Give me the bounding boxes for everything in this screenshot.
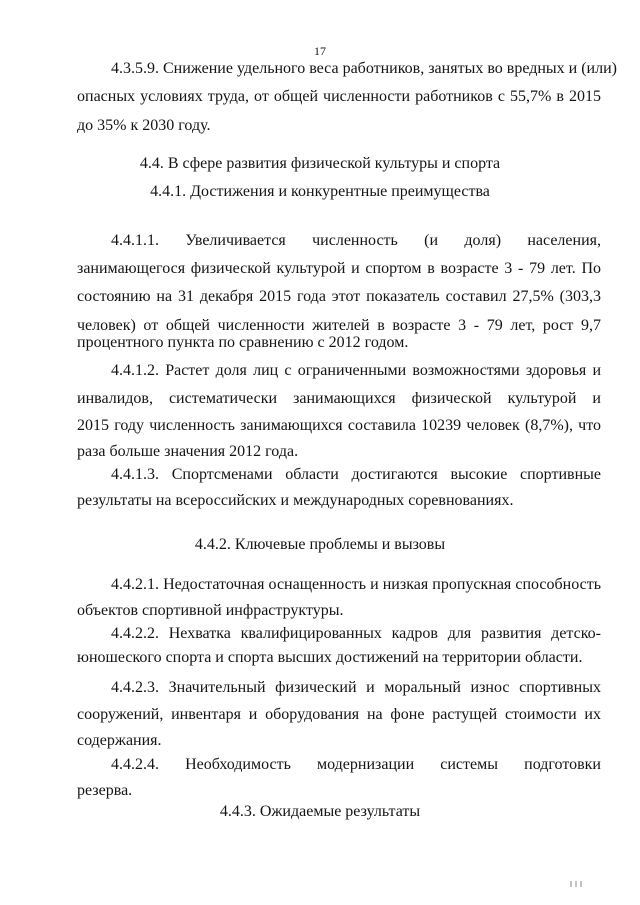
section-heading-4-4: 4.4. В сфере развития физической культуры и спорта [139, 155, 501, 172]
paragraph-4-4-1-1-line-2: занимающегося физической культурой и спортом в возрасте 3 - 79 лет. По [77, 260, 601, 277]
paragraph-4-4-2-3-line-2: сооружений, инвентаря и оборудования на фоне растущей стоимости их [77, 706, 601, 723]
paragraph-4-4-1-2-line-3: 2015 году численность занимающихся составила 10239 человек (8,7%), что [77, 417, 601, 434]
paragraph-4-3-5-9-line-2: опасных условиях труда, от общей численности работников с 55,7% в 2015 [77, 88, 601, 105]
paragraph-4-3-5-9-line-3: до 35% к 2030 году. [77, 117, 211, 134]
page-number: 17 [314, 44, 326, 58]
paragraph-4-4-1-1-line-1: 4.4.1.1. Увеличивается численность (и доля) населения, [111, 232, 601, 249]
paragraph-4-4-2-3-line-3: содержания. [77, 732, 162, 749]
paragraph-4-4-1-1-line-4: человек) от общей численности жителей в возрасте 3 - 79 лет, рост 9,7 [77, 317, 601, 334]
subsection-heading-4-4-2: 4.4.2. Ключевые проблемы и вызовы [194, 536, 446, 553]
paragraph-4-4-1-1-line-3: состоянию на 31 декабря 2015 года этот показатель составил 27,5% (303,3 [77, 288, 601, 305]
paragraph-4-4-1-2-line-2: инвалидов, систематически занимающихся физической культурой и [77, 390, 601, 407]
paragraph-4-4-2-2-line-1: 4.4.2.2. Нехватка квалифицированных кадров для развития детско- [111, 625, 601, 642]
paragraph-4-4-1-1-line-5: процентного пункта по сравнению с 2012 годом. [77, 334, 409, 351]
scan-corner-mark [569, 880, 583, 890]
paragraph-4-4-1-3-line-1: 4.4.1.3. Спортсменами области достигаются высокие спортивные [111, 466, 601, 483]
paragraph-4-4-2-3-line-1: 4.4.2.3. Значительный физический и моральный износ спортивных [111, 679, 601, 696]
paragraph-4-4-2-1-line-1: 4.4.2.1. Недостаточная оснащенность и низкая пропускная способность [111, 576, 601, 593]
paragraph-4-4-1-2-line-4: раза больше значения 2012 года. [77, 443, 299, 460]
paragraph-4-4-2-1-line-2: объектов спортивной инфраструктуры. [77, 602, 344, 619]
subsection-heading-4-4-1: 4.4.1. Достижения и конкурентные преимущества [150, 183, 490, 200]
paragraph-4-4-2-4-line-1: 4.4.2.4. Необходимость модернизации системы подготовки [111, 756, 601, 773]
subsection-heading-4-4-3: 4.4.3. Ожидаемые результаты [219, 803, 421, 820]
paragraph-4-4-2-4-line-2: резерва. [77, 782, 133, 799]
paragraph-4-4-1-3-line-2: результаты на всероссийских и международных соревнованиях. [77, 492, 514, 509]
paragraph-4-3-5-9-line-1: 4.3.5.9. Снижение удельного веса работников, занятых во вредных и (или) [111, 60, 617, 77]
scan-tick-marks [569, 880, 583, 888]
paragraph-4-4-1-2-line-1: 4.4.1.2. Растет доля лиц с ограниченными возможностями здоровья и [111, 362, 601, 379]
paragraph-4-4-2-2-line-2: юношеского спорта и спорта высших достижений на территории области. [77, 649, 583, 666]
